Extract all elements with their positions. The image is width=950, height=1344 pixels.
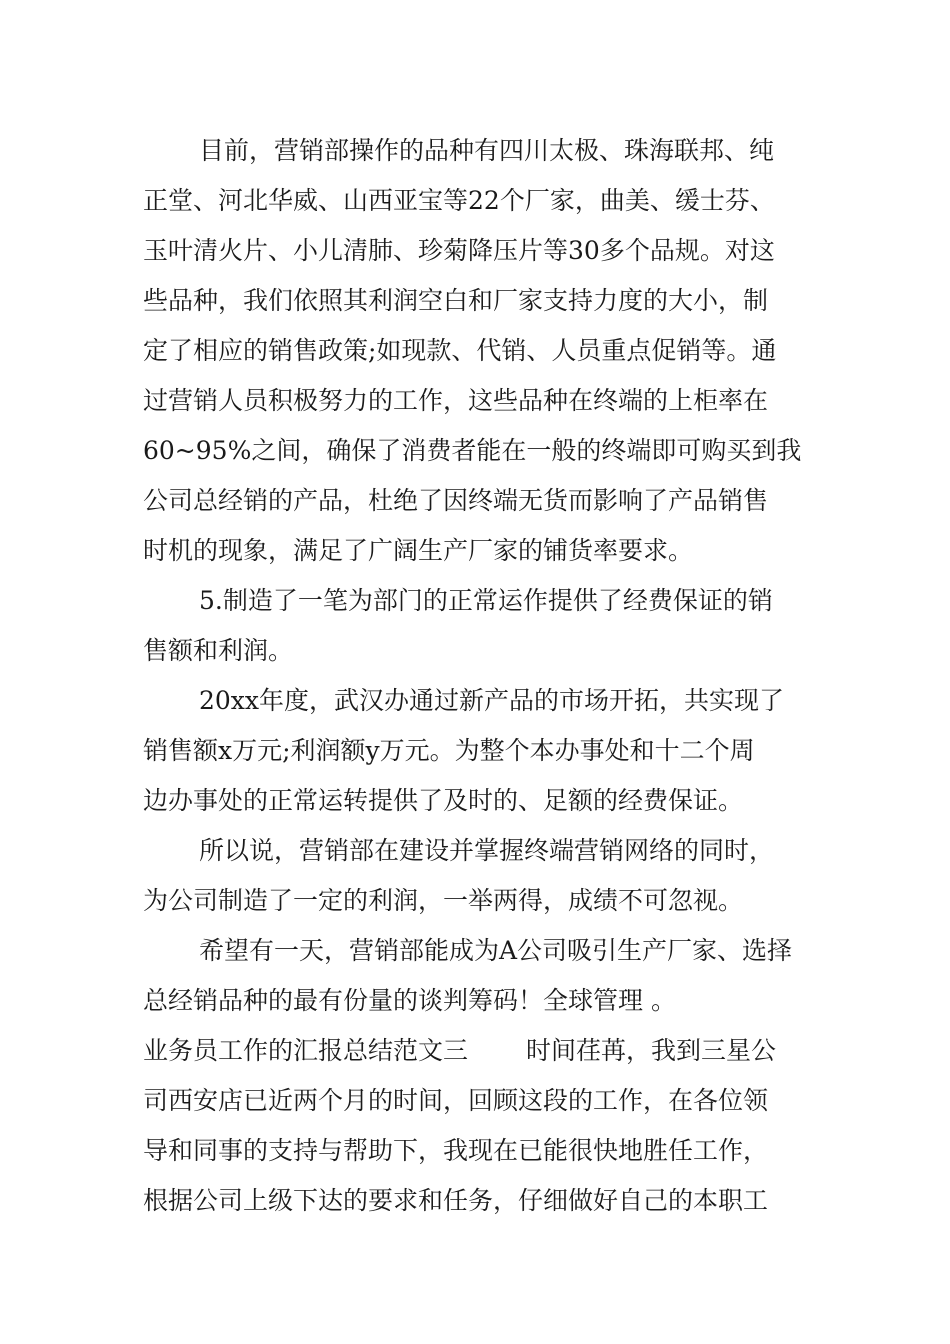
paragraph-line: 玉叶清火片、小儿清肺、珍菊降压片等30多个品规。对这: [143, 236, 775, 265]
paragraph-line: 过营销人员积极努力的工作，这些品种在终端的上柜率在: [143, 386, 769, 415]
paragraph-line: 导和同事的支持与帮助下，我现在已能很快地胜任工作，: [143, 1136, 769, 1165]
paragraph-line: 总经销品种的最有份量的谈判筹码！全球管理 。: [143, 986, 676, 1015]
paragraph-line: 根据公司上级下达的要求和任务，仔细做好自己的本职工: [143, 1186, 769, 1215]
paragraph-line: [143, 1026, 813, 1076]
paragraph-line: 希望有一天，营销部能成为A公司吸引生产厂家、选择: [199, 936, 793, 965]
paragraph-line: 司西安店已近两个月的时间，回顾这段的工作，在各位领: [143, 1086, 769, 1115]
paragraph-text: 时间荏苒，我到三星公: [526, 1036, 777, 1065]
paragraph-line: 公司总经销的产品，杜绝了因终端无货而影响了产品销售: [143, 486, 769, 515]
paragraph-line: 5.制造了一笔为部门的正常运作提供了经费保证的销: [199, 586, 773, 615]
paragraph-line: 时机的现象，满足了广阔生产厂家的铺货率要求。: [143, 536, 694, 565]
paragraph-line: 边办事处的正常运转提供了及时的、足额的经费保证。: [143, 786, 744, 815]
paragraph-line: 些品种，我们依照其利润空白和厂家支持力度的大小，制: [143, 286, 769, 315]
paragraph-line: 20xx年度，武汉办通过新产品的市场开拓，共实现了: [199, 686, 785, 715]
paragraph-line: 所以说，营销部在建设并掌握终端营销网络的同时，: [199, 836, 775, 865]
section-heading: 业务员工作的汇报总结范文三: [143, 1036, 469, 1065]
paragraph-line: 为公司制造了一定的利润，一举两得，成绩不可忽视。: [143, 886, 744, 915]
paragraph-line: 销售额x万元;利润额y万元。为整个本办事处和十二个周: [143, 736, 755, 765]
paragraph-line: 定了相应的销售政策;如现款、代销、人员重点促销等。通: [143, 336, 777, 365]
paragraph-line: 售额和利润。: [143, 636, 294, 665]
paragraph-line: 60~95%之间，确保了消费者能在一般的终端即可购买到我: [143, 436, 802, 465]
paragraph-line: 目前，营销部操作的品种有四川太极、珠海联邦、纯: [199, 136, 775, 165]
paragraph-line: 正堂、河北华威、山西亚宝等22个厂家，曲美、缓士芬、: [143, 186, 775, 215]
document-body: [143, 126, 813, 1226]
